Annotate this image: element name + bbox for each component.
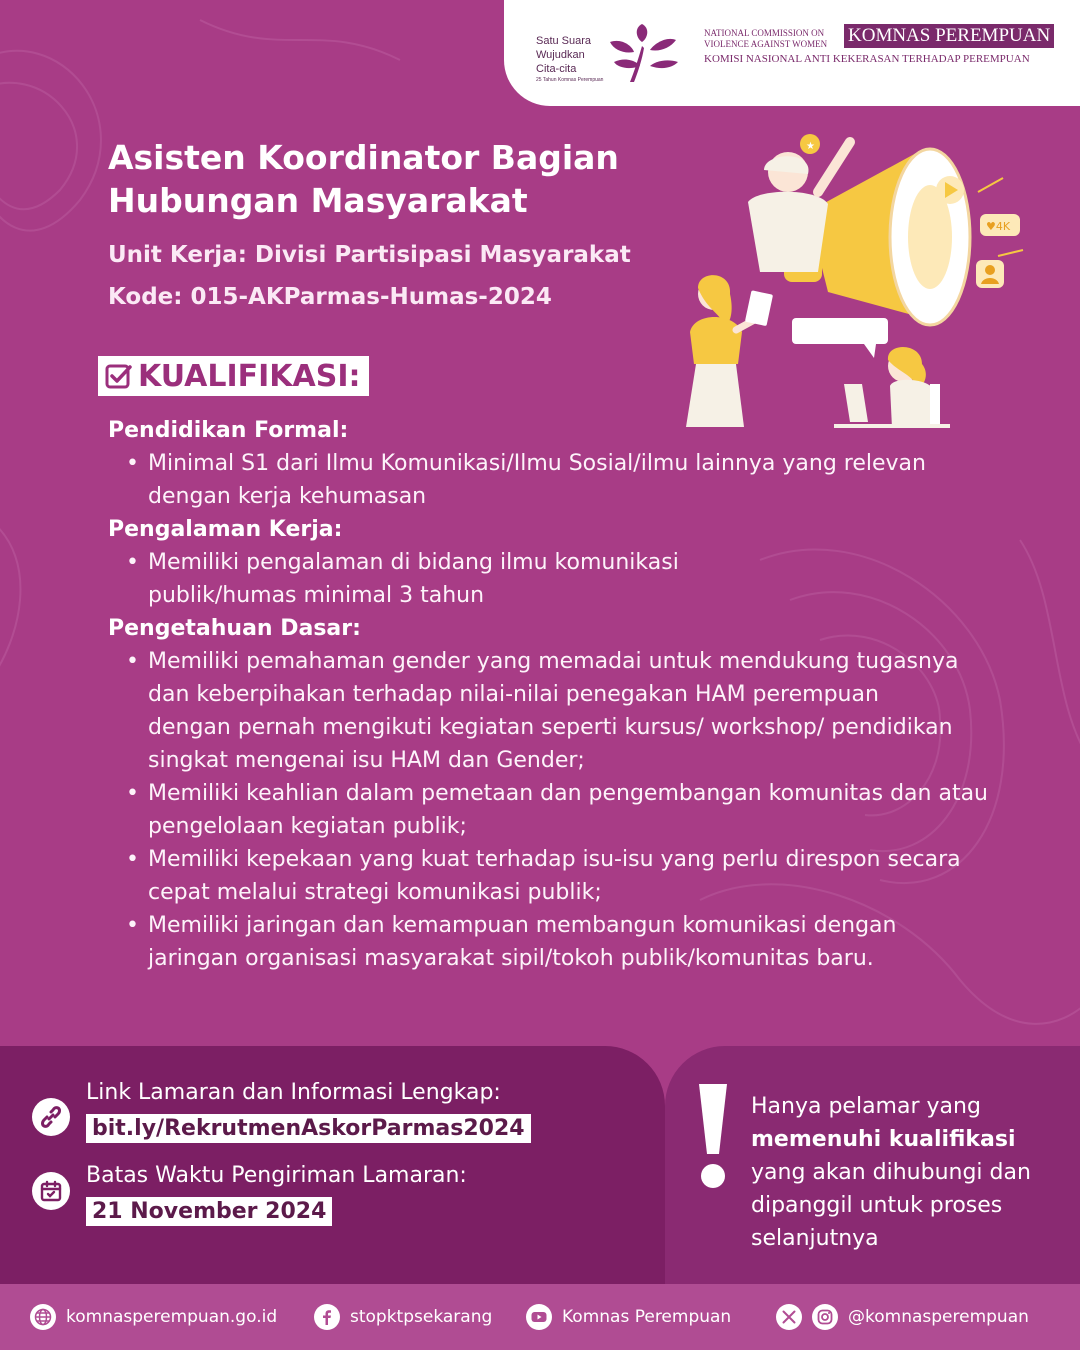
slogan-small: 25 Tahun Komnas Perempuan (536, 77, 604, 83)
calendar-icon (32, 1172, 70, 1210)
svg-text:♥4K: ♥4K (986, 220, 1011, 233)
application-info-panel (0, 1046, 665, 1284)
svg-text:★: ★ (806, 141, 815, 152)
job-title: Asisten Koordinator Bagian Hubungan Masyarakat (108, 138, 619, 220)
notice-bold: memenuhi kualifikasi (751, 1127, 1016, 1152)
org-full-name: KOMISI NASIONAL ANTI KEKERASAN TERHADAP PEREMPUAN (704, 53, 1030, 65)
section-title: Pengalaman Kerja: (108, 517, 343, 542)
facebook-text: stopktpsekarang (350, 1307, 493, 1327)
notice-text (751, 1090, 1051, 1255)
link-icon (32, 1098, 70, 1136)
footer-website[interactable] (30, 1304, 277, 1330)
anniversary-slogan (536, 34, 603, 84)
organization-name-block (704, 25, 1051, 65)
footer-youtube[interactable] (526, 1304, 731, 1330)
kualifikasi-heading-text: KUALIFIKASI: (138, 358, 361, 394)
footer-social[interactable] (776, 1304, 1029, 1330)
slogan-line: Satu Suara (536, 35, 592, 47)
list-item: • Memiliki kepekaan yang kuat terhadap isu-isu yang perlu direspon secara cepat melalui strategi komunikasi publik; (148, 843, 1008, 909)
notice-line-2: yang akan dihubungi dan dipanggil untuk proses selanjutnya (751, 1160, 1031, 1251)
x-icon (776, 1304, 802, 1330)
social-handle-text: @komnasperempuan (848, 1307, 1029, 1327)
qualifications-list (108, 414, 1008, 975)
logo-header-card (504, 0, 1080, 106)
org-name-badge: KOMNAS PEREMPUAN (844, 24, 1054, 48)
notice-panel (665, 1046, 1080, 1284)
section-items (108, 546, 1008, 612)
globe-icon (30, 1304, 56, 1330)
youtube-text: Komnas Perempuan (562, 1307, 732, 1327)
list-item: • Memiliki jaringan dan kemampuan membangun komunikasi dengan jaringan organisasi masyarakat sipil/tokoh publik/komunitas baru. (148, 909, 938, 975)
section-items (108, 447, 1008, 513)
exclamation-icon (693, 1080, 733, 1192)
section-title: Pengetahuan Dasar: (108, 616, 361, 641)
footer-bar (0, 1284, 1080, 1350)
facebook-icon (314, 1304, 340, 1330)
megaphone-team-illustration (668, 122, 1048, 442)
deadline-date: 21 November 2024 (86, 1197, 332, 1226)
deadline-label: Batas Waktu Pengiriman Lamaran: (86, 1163, 467, 1188)
website-text: komnasperempuan.go.id (66, 1307, 278, 1327)
list-item: • Memiliki pengalaman di bidang ilmu komunikasi publik/humas minimal 3 tahun (148, 546, 788, 612)
checkbox-icon (104, 361, 134, 391)
job-code: Kode: 015-AKParmas-Humas-2024 (108, 284, 552, 310)
instagram-icon (812, 1304, 838, 1330)
section-title: Pendidikan Formal: (108, 418, 349, 443)
list-item: • Memiliki pemahaman gender yang memadai untuk mendukung tugasnya dan keberpihakan terhadap nilai-nilai penegakan HAM perempuan dengan pernah mengikuti kegiatan seperti kursus/ workshop/ pendidikan singkat mengenai isu HAM dan Gender; (148, 645, 968, 777)
org-english-name: NATIONAL COMMISSION ON VIOLENCE AGAINST WOMEN (704, 28, 828, 49)
slogan-line: Cita-cita (536, 63, 577, 75)
footer-facebook[interactable] (314, 1304, 492, 1330)
slogan-line: Wujudkan (536, 49, 585, 61)
section-items (108, 645, 1008, 975)
flower-logo-icon (604, 20, 684, 86)
list-item: • Memiliki keahlian dalam pemetaan dan pengembangan komunitas dan atau pengelolaan kegiatan publik; (148, 777, 1008, 843)
job-unit: Unit Kerja: Divisi Partisipasi Masyarakat (108, 242, 631, 268)
list-item: • Minimal S1 dari Ilmu Komunikasi/Ilmu Sosial/ilmu lainnya yang relevan dengan kerja kehumasan (148, 447, 1008, 513)
link-label: Link Lamaran dan Informasi Lengkap: (86, 1080, 501, 1105)
notice-line-1: Hanya pelamar yang (751, 1094, 981, 1119)
youtube-icon (526, 1304, 552, 1330)
kualifikasi-heading (98, 356, 369, 396)
application-link[interactable]: bit.ly/RekrutmenAskorParmas2024 (86, 1114, 531, 1143)
